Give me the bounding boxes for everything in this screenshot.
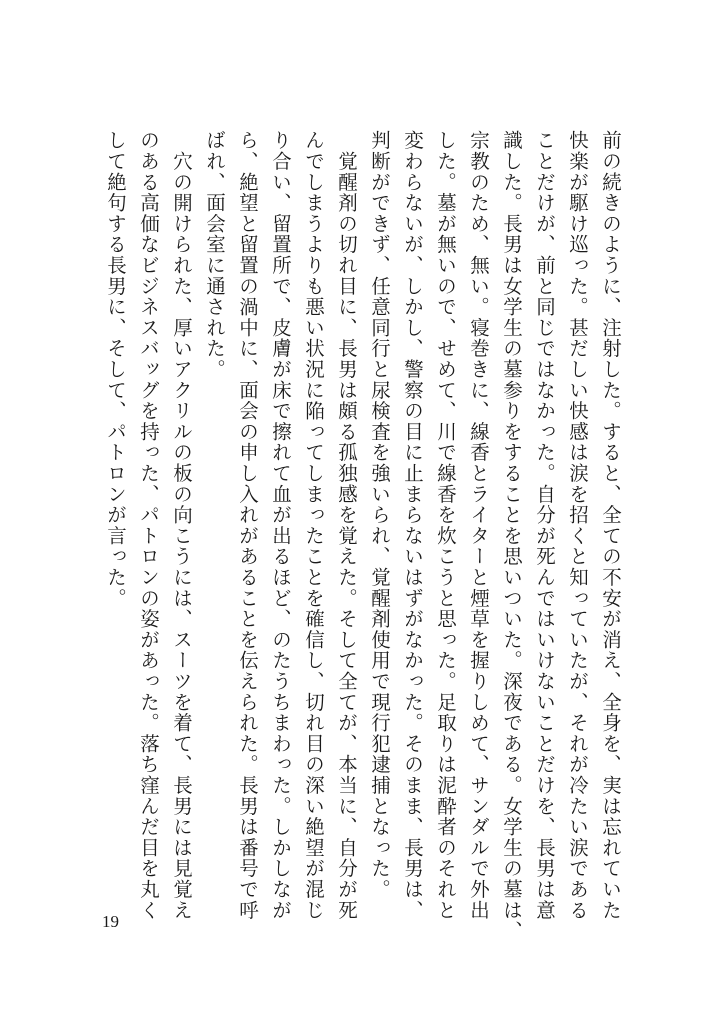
text-line: ことだけが、前と同じではなかった。自分が死んではいけないことだけを、長男は意 (533, 130, 556, 921)
text-line: んでしまうよりも悪い状況に陥ってしまったことを確信し、切れ目の深い絶望が混じ (302, 130, 325, 921)
text-line: 変わらないが、しかし、警察の目に止まらないはずがなかった。そのまま、長男は、 (401, 130, 424, 921)
text-line: り合い、留置所で、皮膚が床で擦れて血が出るほど、のたうちまわった。しかしなが (269, 130, 292, 921)
page-number: 19 (102, 912, 119, 931)
text-line: 識した。長男は女学生の墓参りをすることを思いついた。深夜である。女学生の墓は、 (500, 130, 523, 942)
text-line: 判断ができず、任意同行と尿検査を強いられ、覚醒剤使用で現行犯逮捕となった。 (368, 130, 391, 900)
text-line: 穴の開けられた、厚いアクリルの板の向こうには、スーツを着て、長男には見覚え (170, 130, 193, 921)
text-line: 前の続きのように、注射した。すると、全ての不安が消え、全身を、実は忘れていた (599, 130, 622, 921)
text-line: ら、絶望と留置の渦中に、面会の申し入れがあることを伝えられた。長男は番号で呼 (236, 130, 259, 921)
text-line: ばれ、面会室に通された。 (203, 130, 226, 380)
text-line: した。墓が無いので、せめて、川で線香を炊こうと思った。足取りは泥酔者のそれと (434, 130, 457, 921)
text-line: 宗教のため、無い。寝巻きに、線香とライターと煙草を握りしめて、サンダルで外出 (467, 130, 490, 921)
text-line: して絶句する長男に、そして、パトロンが言った。 (104, 130, 127, 609)
text-line: のある高価なビジネスバッグを持った、パトロンの姿があった。落ち窪んだ目を丸く (137, 130, 160, 921)
text-line: 快楽が駆け巡った。甚だしい快感は涙を招くと知っていたが、それが冷たい涙である (566, 130, 589, 921)
text-line: 覚醒剤の切れ目に、長男は頗る孤独感を覚えた。そして全てが、本当に、自分が死 (335, 130, 358, 921)
